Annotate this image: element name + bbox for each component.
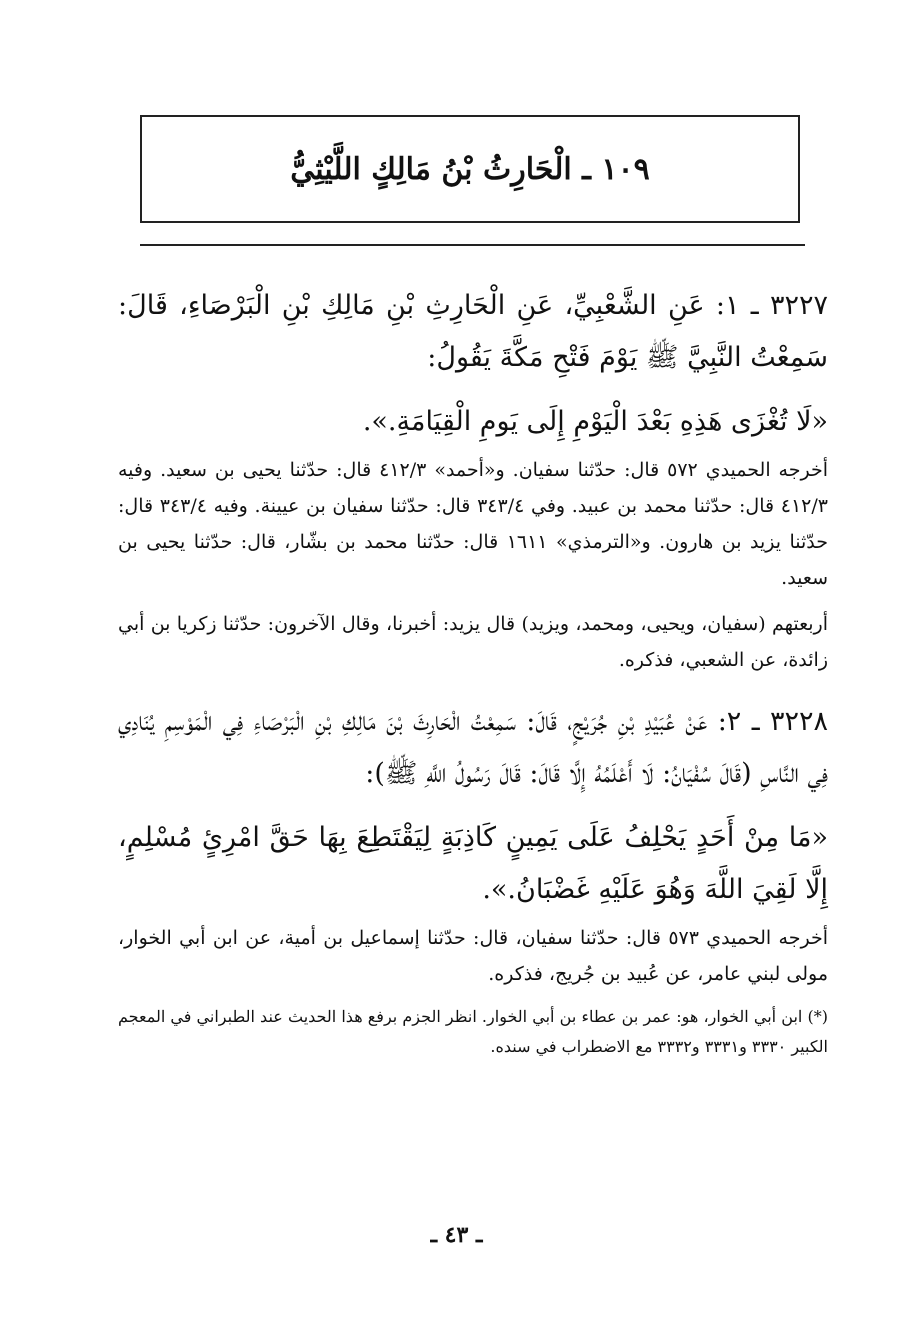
hadith-2-quote: «مَا مِنْ أَحَدٍ يَحْلِفُ عَلَى يَمِينٍ كَاذِبَةٍ لِيَقْتَطِعَ بِهَا حَقَّ امْرِئٍ مُسْلِمٍ، إِلَّا لَقِيَ اللَّهَ وَهُوَ عَلَيْهِ غَضْبَانُ.». [118,822,828,905]
hadith-1-takhrij-summary: أربعتهم (سفيان، ويحيى، ومحمد، ويزيد) قال يزيد: أخبرنا، وقال الآخرون: حدّثنا زكريا بن أبي زائدة، عن الشعبي، فذكره. [118,613,828,671]
hadith-2-takhrij: أخرجه الحميدي ٥٧٣ قال: حدّثنا سفيان، قال: حدّثنا إسماعيل بن أمية، عن ابن أبي الخوار، مولى لبني عامر، عن عُبيد بن جُريج، فذكره. [118,927,828,985]
hadith-1-text: ٣٢٢٧ ـ ١: عَنِ الشَّعْبِيِّ، عَنِ الْحَارِثِ بْنِ مَالِكِ بْنِ الْبَرْصَاءِ، قَالَ: سَمِعْتُ النَّبِيَّ ﷺ يَوْمَ فَتْحِ مَكَّةَ يَقُولُ: [118,290,829,373]
footnote: (*) ابن أبي الخوار، هو: عمر بن عطاء بن أبي الخوار. انظر الجزم برفع هذا الحديث عند الطبراني في المعجم الكبير ٣٣٣٠ و٣٣٣١ و٣٣٣٢ مع الاضطراب في سنده. [118,1007,828,1056]
main-content [118,280,828,1062]
chapter-title-box [140,115,800,223]
hadith-2-text: ٣٢٢٨ ـ ٢: عَنْ عُبَيْدِ بْنِ جُرَيْجٍ، قَالَ: سَمِعْتُ الْحَارِثَ بْنَ مَالِكِ بْنِ الْبَرْصَاءِ فِي الْمَوْسِمِ يُنَادِي فِي النَّاسِ (قَالَ سُفْيَانُ: لَا أَعْلَمُهُ إِلَّا قَالَ: قَالَ رَسُولُ اللَّهِ ﷺ): [118,706,828,789]
page-number: ـ ٤٣ ـ [430,1222,483,1248]
hadith-1-quote: «لَا تُغْزَى هَذِهِ بَعْدَ الْيَوْمِ إِلَى يَومِ الْقِيَامَةِ.». [362,406,828,437]
chapter-title: ١٠٩ ـ الْحَارِثُ بْنُ مَالِكٍ اللَّيْثِيُّ [290,151,650,187]
title-divider [140,244,805,246]
hadith-1-takhrij: أخرجه الحميدي ٥٧٢ قال: حدّثنا سفيان. و«أحمد» ٤١٢/٣ قال: حدّثنا يحيى بن سعيد. وفيه ٤١٢/٣ قال: حدّثنا محمد بن عبيد. وفي ٣٤٣/٤ قال: حدّثنا سفيان بن عيينة. وفيه ٣٤٣/٤ قال: حدّثنا يزيد بن هارون. و«الترمذي» ١٦١١ قال: حدّثنا محمد بن بشّار، قال: حدّثنا يحيى بن سعيد. [118,459,828,589]
